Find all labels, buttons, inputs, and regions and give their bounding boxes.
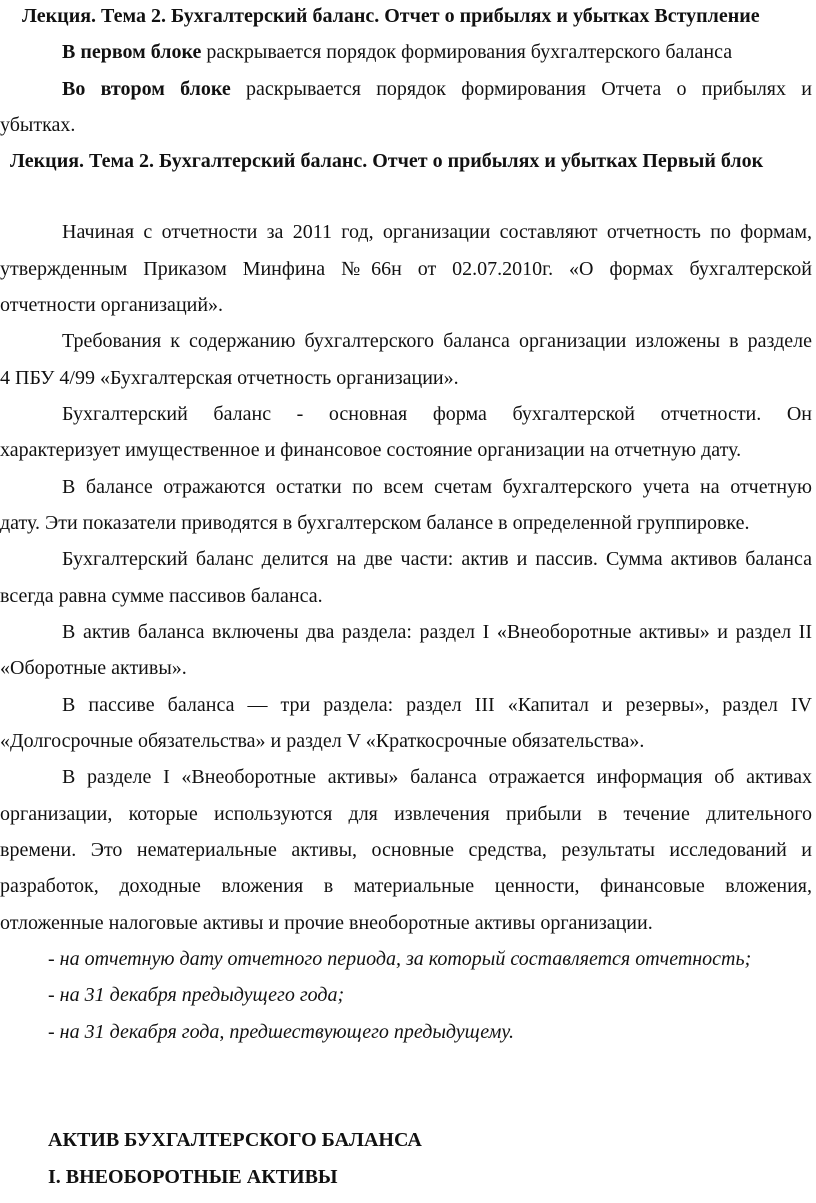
paragraph-line: В разделе I «Внеоборотные активы» баланса отражается информация об активах <box>62 766 812 788</box>
paragraph-line: 4 ПБУ 4/99 «Бухгалтерская отчетность организации». <box>0 367 459 389</box>
paragraph-line: утвержденным Приказом Минфина №66н от 02.07.2010г. «О формах бухгалтерской <box>0 258 812 280</box>
italic-list-item: - на отчетную дату отчетного периода, за который составляется отчетность; <box>48 948 752 970</box>
intro-block1-rest: раскрывается порядок формирования бухгалтерского баланса <box>201 41 733 63</box>
paragraph-line: всегда равна сумме пассивов баланса. <box>0 585 323 607</box>
block1-title: Лекция. Тема 2. Бухгалтерский баланс. Отчет о прибылях и убытках Первый блок <box>10 150 764 172</box>
paragraph-line: В актив баланса включены два раздела: раздел I «Внеоборотные активы» и раздел II <box>62 621 812 643</box>
intro-block2-rest-line1: раскрывается порядок формирования Отчета о прибылях и <box>230 78 812 100</box>
intro-block1-bold: В первом блоке <box>62 41 202 63</box>
paragraph-line: Бухгалтерский баланс - основная форма бухгалтерской отчетности. Он <box>62 403 812 425</box>
intro-block2-line1 <box>62 77 812 101</box>
paragraph-line: дату. Эти показатели приводятся в бухгалтерском балансе в определенной группировке. <box>0 512 750 534</box>
paragraph-line: «Оборотные активы». <box>0 657 187 679</box>
paragraph-line: отложенные налоговые активы и прочие внеоборотные активы организации. <box>0 912 653 934</box>
paragraph-line: «Долгосрочные обязательства» и раздел V «Краткосрочные обязательства». <box>0 730 645 752</box>
subsection-heading: I. ВНЕОБОРОТНЫЕ АКТИВЫ <box>48 1166 338 1188</box>
intro-block1-text <box>62 40 732 64</box>
paragraph-line: Начиная с отчетности за 2011 год, организации составляют отчетность по формам, <box>62 221 812 243</box>
intro-title: Лекция. Тема 2. Бухгалтерский баланс. Отчет о прибылях и убытках Вступление <box>22 5 760 27</box>
intro-block2-line2: убытках. <box>0 114 76 136</box>
paragraph-line: времени. Это нематериальные активы, основные средства, результаты исследований и <box>0 839 812 861</box>
paragraph-line: организации, которые используются для извлечения прибыли в течение длительного <box>0 803 812 825</box>
italic-list-item: - на 31 декабря года, предшествующего предыдущему. <box>48 1021 515 1043</box>
paragraph-line: В балансе отражаются остатки по всем счетам бухгалтерского учета на отчетную <box>62 476 812 498</box>
intro-block2-bold: Во втором блоке <box>62 78 231 100</box>
section-heading: АКТИВ БУХГАЛТЕРСКОГО БАЛАНСА <box>48 1129 422 1151</box>
paragraph-line: отчетности организаций». <box>0 294 224 316</box>
italic-list-item: - на 31 декабря предыдущего года; <box>48 984 345 1006</box>
paragraph-line: В пассиве баланса — три раздела: раздел III «Капитал и резервы», раздел IV <box>62 694 812 716</box>
paragraph-line: характеризует имущественное и финансовое состояние организации на отчетную дату. <box>0 439 742 461</box>
paragraph-line: разработок, доходные вложения в материальные ценности, финансовые вложения, <box>0 875 812 897</box>
paragraph-line: Требования к содержанию бухгалтерского баланса организации изложены в разделе <box>62 330 812 352</box>
paragraph-line: Бухгалтерский баланс делится на две части: актив и пассив. Сумма активов баланса <box>62 548 812 570</box>
